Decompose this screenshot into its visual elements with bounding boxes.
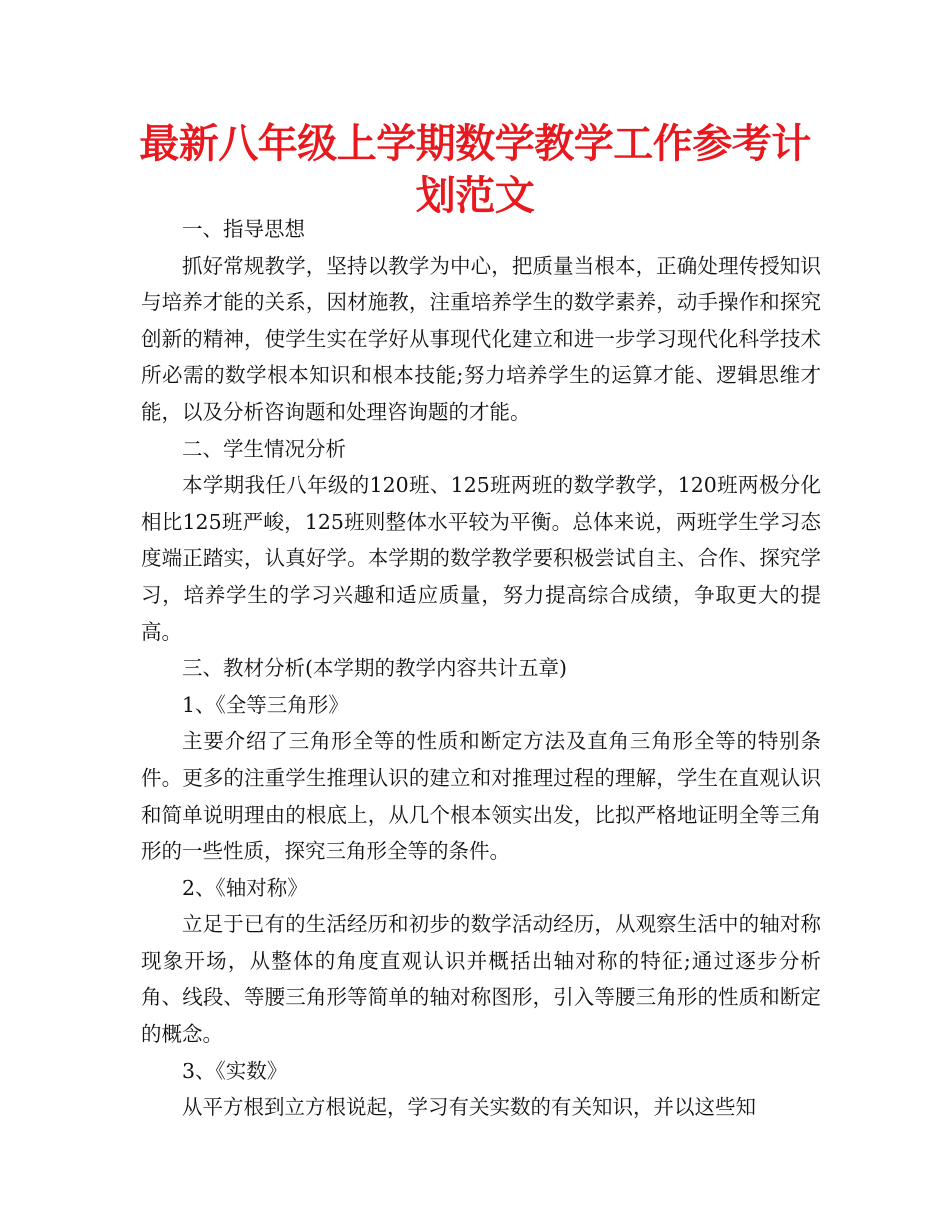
paragraph-real-numbers: 从平方根到立方根说起，学习有关实数的有关知识，并以这些知 bbox=[182, 1095, 756, 1120]
section-heading-student-analysis: 二、学生情况分析 bbox=[182, 436, 346, 461]
document-body bbox=[141, 211, 821, 1126]
paragraph-student-analysis: 本学期我任八年级的120班、125班两班的数学教学，120班两极分化相比125班严峻，125班则整体水平较为平衡。总体来说，两班学生学习态度端正踏实，认真好学。本学期的数学教学要积极尝试自主、合作、探究学习，培养学生的学习兴趣和适应质量，努力提高综合成绩，争取更大的提高。 bbox=[141, 473, 821, 644]
paragraph-guiding-ideology: 抓好常规教学，坚持以教学为中心，把质量当根本，正确处理传授知识与培养才能的关系，因材施教，注重培养学生的数学素养，动手操作和探究创新的精神，使学生实在学好从事现代化建立和进一步学习现代化科学技术所必需的数学根本知识和根本技能;努力培养学生的运算才能、逻辑思维才能，以及分析咨询题和处理咨询题的才能。 bbox=[141, 253, 821, 424]
section-heading-guiding-ideology: 一、指导思想 bbox=[182, 217, 305, 241]
paragraph-axial-symmetry: 立足于已有的生活经历和初步的数学活动经历，从观察生活中的轴对称现象开场，从整体的角度直观认识并概括出轴对称的特征;通过逐步分析角、线段、等腰三角形等简单的轴对称图形，引入等腰三角形的性质和断定的概念。 bbox=[141, 912, 821, 1047]
chapter-heading-axial-symmetry: 2、《轴对称》 bbox=[182, 875, 308, 900]
chapter-heading-congruent-triangles: 1、《全等三角形》 bbox=[182, 692, 349, 717]
chapter-heading-real-numbers: 3、《实数》 bbox=[182, 1058, 288, 1083]
document-title: 最新八年级上学期数学教学工作参考计划范文 bbox=[139, 121, 811, 219]
paragraph-congruent-triangles: 主要介绍了三角形全等的性质和断定方法及直角三角形全等的特别条件。更多的注重学生推理认识的建立和对推理过程的理解，学生在直观认识和简单说明理由的根底上，从几个根本领实出发，比拟严格地证明全等三角形的一些性质，探究三角形全等的条件。 bbox=[141, 729, 821, 864]
section-heading-textbook-analysis: 三、教材分析(本学期的教学内容共计五章) bbox=[182, 656, 567, 681]
